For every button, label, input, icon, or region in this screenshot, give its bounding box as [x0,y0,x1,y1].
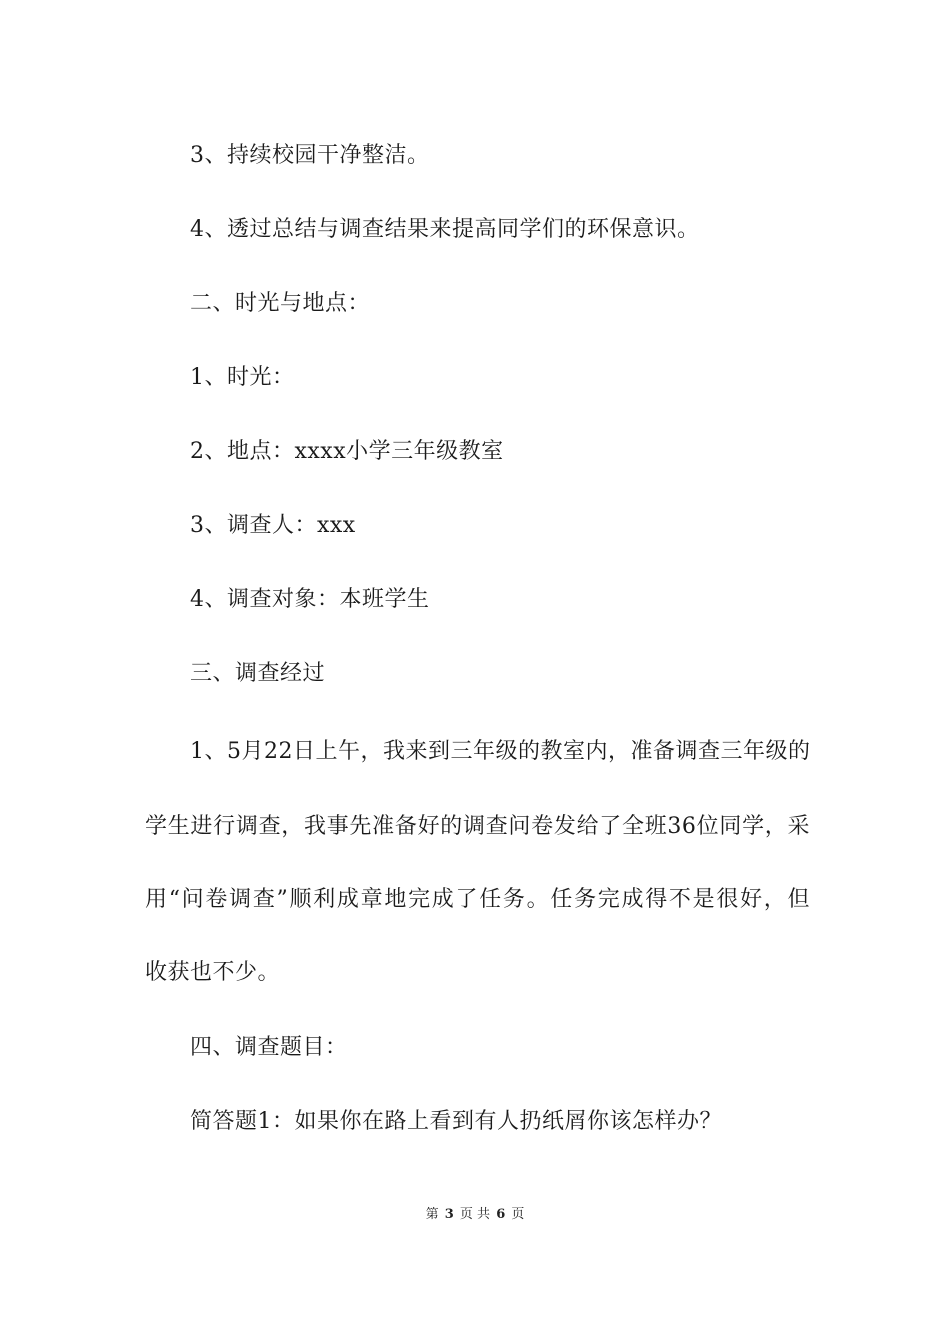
footer-prefix: 第 [425,1207,439,1222]
total-page-number: 6 [496,1207,506,1222]
paragraph-line: 用“问卷调查”顺利成章地完成了任务。任务完成得不是很好，但 [145,887,810,912]
footer-middle: 页 共 [459,1207,491,1222]
text-line: 简答题1：如果你在路上看到有人扔纸屑你该怎样办？ [190,1109,722,1134]
text-line: 3、调查人：xxx [190,513,356,538]
section-heading: 二、时光与地点： [190,291,371,316]
text-line: 4、透过总结与调查结果来提高同学们的环保意识。 [190,217,700,242]
paragraph-line: 学生进行调查，我事先准备好的调查问卷发给了全班36位同学，采 [145,814,810,839]
text-line: 3、持续校园干净整洁。 [190,143,430,168]
section-heading: 三、调查经过 [190,661,326,686]
text-line: 2、地点：xxxx小学三年级教室 [190,439,504,464]
text-line: 4、调查对象：本班学生 [190,587,430,612]
current-page-number: 3 [444,1207,454,1222]
section-heading: 四、调查题目： [190,1035,348,1060]
paragraph-line: 收获也不少。 [145,960,281,985]
footer-suffix: 页 [511,1207,525,1222]
page-footer [0,1206,950,1224]
text-line: 1、时光： [190,365,295,390]
paragraph-line: 1、5月22日上午，我来到三年级的教室内，准备调查三年级的 [190,739,811,764]
